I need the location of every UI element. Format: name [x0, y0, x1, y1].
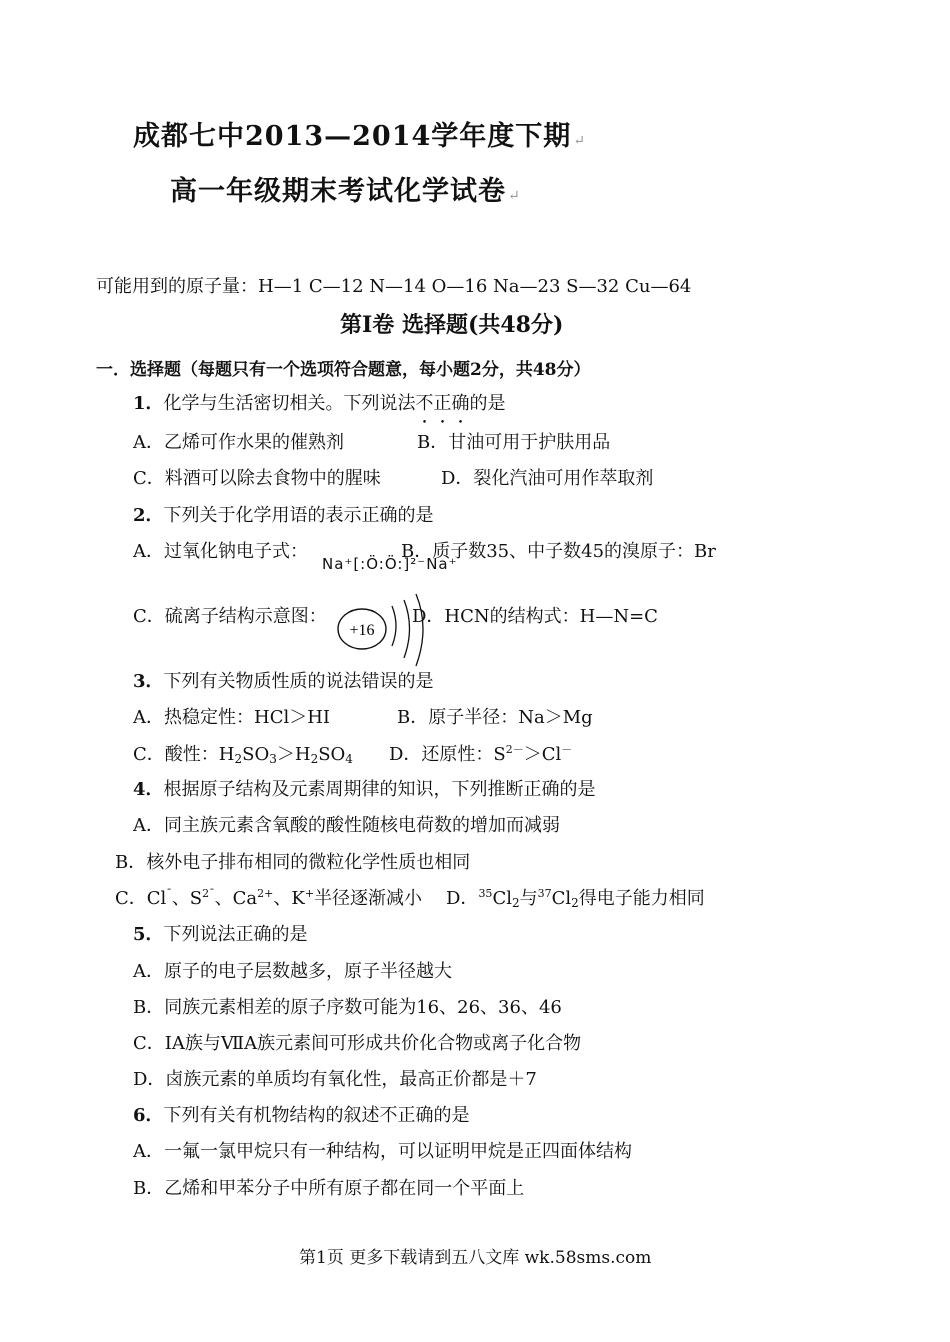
- question-2-option-c: C．硫离子结构示意图：: [133, 606, 327, 627]
- question-3-stem: 3．下列有关物质性质的说法错误的是: [133, 671, 434, 692]
- question-2-option-b: B．质子数35、中子数45的溴原子：Br: [401, 541, 716, 562]
- electron-shell-arc-1: [392, 606, 396, 646]
- question-4-option-d: D．$^{35}Cl_2$与$^{37}Cl_2$得电子能力相同: [446, 887, 705, 910]
- question-1-option-a: A．乙烯可作水果的催熟剂: [133, 432, 344, 453]
- question-4-stem: 4．根据原子结构及元素周期律的知识，下列推断正确的是: [133, 779, 596, 800]
- question-4-option-a: A．同主族元素含氧酸的酸性随核电荷数的增加而减弱: [133, 815, 560, 836]
- nucleus-charge: +16: [349, 622, 375, 639]
- question-1-stem: 1．化学与生活密切相关。下列说法不正确的是: [133, 393, 506, 414]
- question-5-option-a: A．原子的电子层数越多，原子半径越大: [133, 961, 452, 982]
- question-3-option-c: C．酸性：$H_2SO_3>H_2SO_4$: [133, 744, 353, 766]
- instructions: 一．选择题（每题只有一个选项符合题意，每小题2分，共48分）: [96, 360, 591, 380]
- page-footer: 第1页 更多下载请到五八文库 wk.58sms.com: [299, 1248, 652, 1268]
- sodium-peroxide-lewis-structure: Na⁺[:Ö:Ö:]²⁻Na⁺: [322, 555, 458, 573]
- electron-shell-arc-2: [404, 600, 410, 658]
- question-1-option-c: C．料酒可以除去食物中的腥味: [133, 468, 381, 489]
- title-line-1: 成都七中2013—2014学年度下期 ↵: [133, 121, 587, 152]
- question-1-option-d: D．裂化汽油可用作萃取剂: [441, 468, 654, 489]
- section-title: 第Ⅰ卷 选择题(共48分): [340, 312, 564, 338]
- atomic-masses: 可能用到的原子量：H—1 C—12 N—14 O—16 Na—23 S—32 Cu—64: [96, 276, 692, 297]
- question-6-stem: 6．下列有关有机物结构的叙述不正确的是: [133, 1105, 470, 1126]
- question-5-option-d: D．卤族元素的单质均有氧化性，最高正价都是＋7: [133, 1069, 537, 1090]
- question-4-option-b: B．核外电子排布相同的微粒化学性质也相同: [115, 852, 471, 873]
- paragraph-mark-icon: ↵: [508, 188, 521, 204]
- title-line-2: 高一年级期末考试化学试卷 ↵: [170, 176, 521, 207]
- question-6-option-a: A．一氟一氯甲烷只有一种结构，可以证明甲烷是正四面体结构: [133, 1141, 632, 1162]
- question-4-option-c: C．Cl¯、$S^{2¯}$、$Ca^{2+}$、K+半径逐渐减小: [115, 887, 423, 909]
- question-2-option-d: D．HCN的结构式：H—N=C: [412, 606, 658, 627]
- question-5-option-c: C．ⅠA族与ⅦA族元素间可形成共价化合物或离子化合物: [133, 1033, 582, 1054]
- paragraph-mark-icon: ↵: [573, 133, 587, 149]
- question-1-option-b: B．甘油可用于护肤用品: [417, 432, 611, 453]
- question-6-option-b: B．乙烯和甲苯分子中所有原子都在同一个平面上: [133, 1178, 525, 1199]
- question-5-option-b: B．同族元素相差的原子序数可能为16、26、36、46: [133, 997, 562, 1018]
- question-3-option-b: B．原子半径：Na＞Mg: [397, 707, 593, 728]
- question-5-stem: 5．下列说法正确的是: [133, 924, 308, 945]
- question-2-stem: 2．下列关于化学用语的表示正确的是: [133, 505, 434, 526]
- question-3-option-a: A．热稳定性：HCl＞HI: [133, 707, 331, 728]
- question-3-option-d: D．还原性：$S^{2-}>Cl^-$: [389, 743, 573, 765]
- sulfide-ion-diagram: [330, 588, 440, 668]
- question-2-option-a: A．过氧化钠电子式：: [133, 541, 308, 562]
